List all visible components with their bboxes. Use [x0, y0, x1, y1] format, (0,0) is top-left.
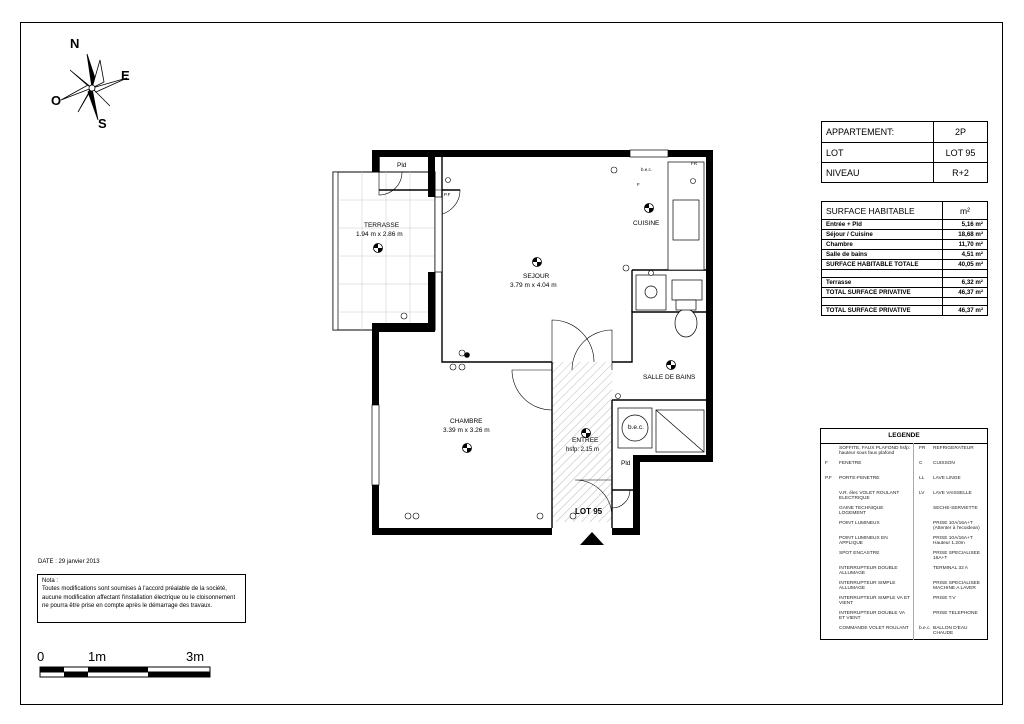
surface-row-label: TOTAL SURFACE PRIVATIVE [822, 288, 943, 298]
room-terrasse-dims: 1.94 m x 2.86 m [356, 231, 403, 238]
summary-value: R+2 [934, 163, 988, 183]
legend-item: INTERRUPTEUR SIMPLE ALLUMAGE [839, 581, 896, 591]
compass-rose [61, 54, 127, 120]
compass-east: E [121, 68, 130, 83]
legend-item: PORTE-FENETRE [839, 476, 880, 481]
lot-label: LOT 95 [575, 507, 603, 516]
legend-item: SECHE-SERVIETTE [933, 506, 978, 511]
date-label: DATE : 29 janvier 2013 [38, 559, 100, 565]
surface-total-row [822, 306, 988, 316]
legend-item: GAINE TECHNIQUE LOGEMENT [839, 506, 884, 516]
summary-row [822, 163, 988, 183]
legend-symbol: P.F [825, 476, 832, 481]
legend-item: V.R. élec VOLET ROULANT ELECTRIQUE [839, 491, 900, 501]
legend-item: INTERRUPTEUR DOUBLE ALLUMAGE [839, 566, 898, 576]
surface-header-row [822, 202, 988, 220]
surface-row-value: 11,70 m² [943, 240, 988, 250]
bec-bath-label: b.e.c. [628, 424, 644, 431]
summary-value: 2P [934, 122, 988, 143]
room-cuisine-name: CUISINE [633, 220, 660, 227]
surface-row [822, 278, 988, 288]
room-entree-height: hsfp: 2.15 m [566, 447, 600, 453]
surface-row-label: TOTAL SURFACE PRIVATIVE [822, 306, 943, 316]
note-line: aucune modification affectant l'installation électrique ou le cloisonnement [42, 594, 236, 601]
legend-symbol: LL [919, 476, 925, 481]
scale-one: 1m [88, 649, 107, 664]
note-line: Toutes modifications sont soumises à l'accord préalable de la société, [42, 586, 227, 593]
legend-item: PRISE T.V [933, 596, 956, 601]
room-sejour-dims: 3.79 m x 4.04 m [510, 282, 557, 289]
compass-west: O [51, 93, 62, 108]
legend-symbol: FR [919, 446, 926, 451]
legend-item: PRISE SPECIALISEE 16A+T [933, 551, 980, 561]
scale-bar [40, 667, 210, 677]
pld-top-label: Pld [397, 162, 407, 169]
fr-label: FR [691, 161, 697, 166]
legend-item: POINT LUMINEUX [839, 521, 880, 526]
room-chambre-name: CHAMBRE [450, 418, 483, 425]
surface-row-value: 4,51 m² [943, 250, 988, 260]
legend-item: PRISE TELEPHONE [933, 611, 978, 616]
entrance-arrow [580, 532, 604, 545]
surface-row-label: SURFACE HABITABLE TOTALE [822, 260, 943, 270]
kitchen-counter [636, 162, 704, 310]
surface-header-unit: m² [943, 202, 988, 220]
legend-item: TERMINAL 32 A [933, 566, 969, 571]
surface-row [822, 240, 988, 250]
surface-row-label: Chambre [822, 240, 943, 250]
surface-row [822, 230, 988, 240]
legend-item: INTERRUPTEUR DOUBLE VA ET VIENT [839, 611, 905, 621]
summary-table [821, 121, 988, 183]
surface-spacer-row [822, 298, 988, 306]
terrace [333, 172, 435, 330]
summary-value: LOT 95 [934, 143, 988, 163]
surface-row-value: 18,68 m² [943, 230, 988, 240]
legend [820, 428, 988, 640]
summary-row [822, 122, 988, 143]
legend-item: SPOT ENCASTRE [839, 551, 880, 556]
surface-row-value: 46,37 m² [943, 306, 988, 316]
legend-symbol: b.e.c. [919, 626, 931, 631]
pf-label: P.F [444, 192, 451, 197]
surface-total-row [822, 288, 988, 298]
surface-row-label: Terrasse [822, 278, 943, 288]
legend-symbol: F [825, 461, 828, 466]
legend-item: CUISSON [933, 461, 955, 466]
surface-header-label: SURFACE HABITABLE [822, 202, 943, 220]
surface-spacer-row [822, 270, 988, 278]
scale-three: 3m [186, 649, 205, 664]
room-sejour-name: SEJOUR [523, 273, 550, 280]
compass-south: S [98, 116, 107, 131]
legend-item: BALLON D'EAU CHAUDE [933, 626, 968, 636]
surface-row [822, 220, 988, 230]
legend-item: PRISE 10A/16A+T (Attenter à l'ecoidean) [933, 521, 980, 531]
legend-item: PRISE SPECIALISEE MACHINE A LAVER [933, 581, 980, 591]
compass-north: N [70, 36, 80, 51]
note-title: Nota : [42, 578, 59, 584]
surface-row-value: 46,37 m² [943, 288, 988, 298]
surface-row [822, 250, 988, 260]
legend-item: POINT LUMINEUX EN APPLIQUE [839, 536, 888, 546]
legend-item: LAVE VAISSELLE [933, 491, 972, 496]
surface-total-row [822, 260, 988, 270]
room-salle-de-bains-name: SALLE DE BAINS [643, 374, 696, 381]
bec-kitchen-label: b.e.c. [641, 167, 653, 172]
legend-symbol: LV [919, 491, 925, 496]
legend-item: SOFFITE, FAUX PLAFOND hsfp: hauteur sous faux plafond [839, 446, 911, 456]
legend-title: LEGENDE [888, 432, 920, 439]
room-terrasse-name: TERRASSE [364, 222, 400, 229]
room-chambre-dims: 3.39 m x 3.26 m [443, 427, 490, 434]
legend-item: INTERRUPTEUR SIMPLE VA ET VIENT [839, 596, 910, 606]
summary-row [822, 143, 988, 163]
surface-table [821, 201, 988, 316]
surface-row-value: 5,16 m² [943, 220, 988, 230]
legend-item: REFRIGERATEUR [933, 446, 974, 451]
note-line: ne pourra être prise en compte après le démarrage des travaux. [42, 603, 213, 610]
legend-item: LAVE LINGE [933, 476, 961, 481]
summary-label: NIVEAU [822, 163, 934, 183]
f-label: F [637, 182, 640, 187]
surface-row-label: Séjour / Cuisine [822, 230, 943, 240]
summary-label: APPARTEMENT: [822, 122, 934, 143]
pld-entree-label: Pld [621, 460, 631, 467]
legend-symbol: C [919, 461, 923, 466]
surface-row-value: 40,05 m² [943, 260, 988, 270]
room-entree-name: ENTREE [572, 437, 599, 444]
legend-item: FENETRE [839, 461, 862, 466]
surface-row-label: Salle de bains [822, 250, 943, 260]
surface-row-value: 6,32 m² [943, 278, 988, 288]
note-box [37, 574, 246, 623]
surface-row-label: Entrée + Pld [822, 220, 943, 230]
legend-item: COMMANDE VOLET ROULANT [839, 626, 909, 631]
scale-zero: 0 [37, 649, 45, 664]
legend-item: PRISE 10A/16A+T Hauteur 1.20m [933, 536, 973, 546]
summary-label: LOT [822, 143, 934, 163]
